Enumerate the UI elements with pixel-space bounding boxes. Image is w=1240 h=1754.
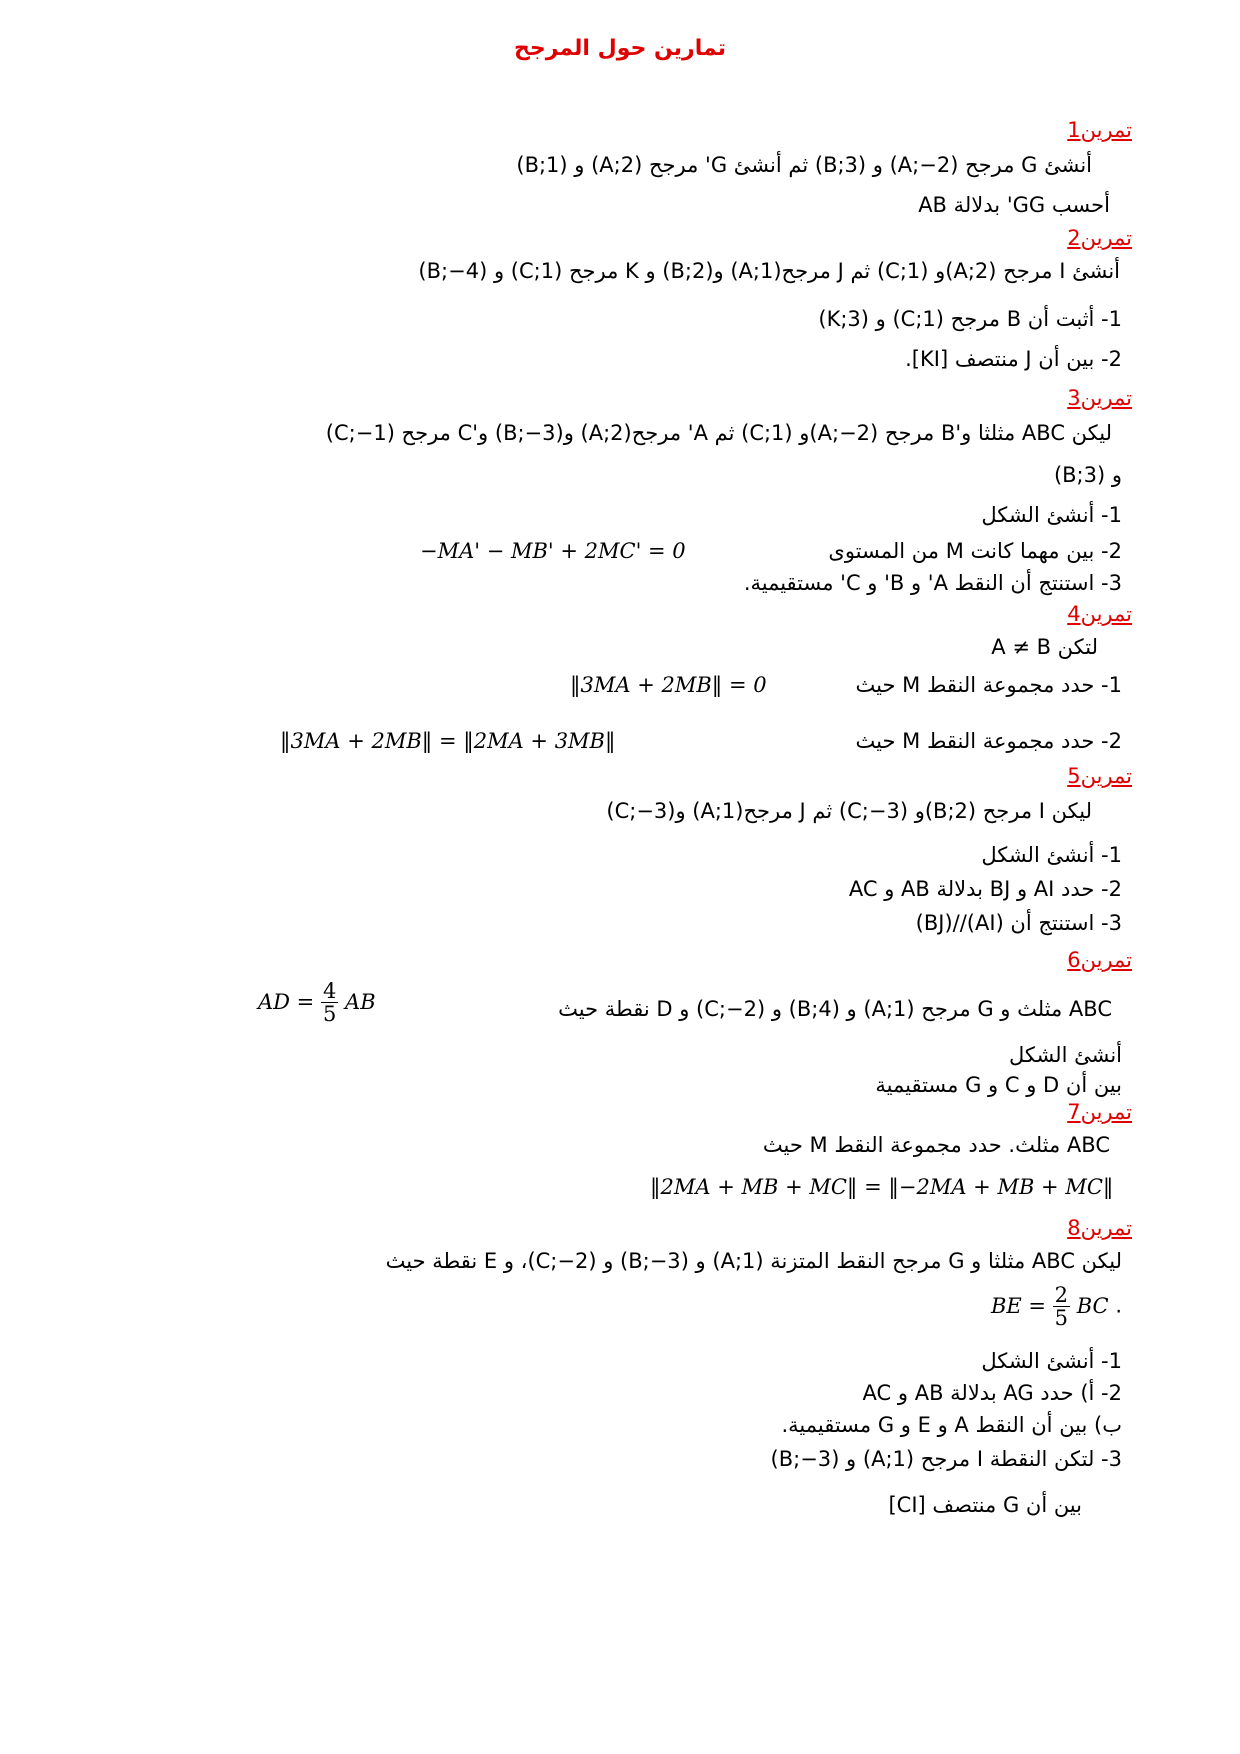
fraction xyxy=(1053,1284,1070,1329)
exercise-2-item-1: 1- أثبت أن B مرجح (C;1) و (K;3) xyxy=(818,307,1122,331)
exercise-3-item-1: 1- أنشئ الشكل xyxy=(981,503,1122,527)
exercise-8-heading: تمرين8 xyxy=(1067,1216,1132,1240)
exercise-3-formula xyxy=(420,536,686,566)
exercise-7-formula xyxy=(650,1172,1113,1202)
formula-rhs: BC xyxy=(1076,1293,1109,1318)
exercise-2-item-2: 2- بين أن J منتصف [KI]. xyxy=(905,347,1122,371)
exercise-4-line-1: لتكن A ≠ B xyxy=(991,635,1098,659)
fraction xyxy=(321,980,338,1025)
norm-equation-2: ‖3MA + 2MB‖ = ‖2MA + 3MB‖ xyxy=(280,729,616,753)
vector-equation: −MA' − MB' + 2MC' = 0 xyxy=(420,539,686,563)
exercise-6-line-1: ABC مثلث و G مرجح (A;1) و (B;4) و (C;−2) و D نقطة حيث xyxy=(558,997,1112,1021)
exercise-2-line-1: أنشئ I مرجح (A;2)و (C;1) ثم J مرجح(A;1) و(B;2) و K مرجح (C;1) و (B;−4) xyxy=(418,259,1120,283)
exercise-7-line-1: ABC مثلث. حدد مجموعة النقط M حيث xyxy=(762,1133,1110,1157)
exercise-5-item-2: 2- حدد AI و BJ بدلالة AB و AC xyxy=(848,877,1122,901)
exercise-7-heading: تمرين7 xyxy=(1067,1100,1132,1124)
fraction-numerator: 2 xyxy=(1054,1283,1069,1307)
fraction-denominator: 5 xyxy=(322,1002,337,1026)
exercise-4-formula-2 xyxy=(280,726,616,756)
exercise-8-item-3: 3- لتكن النقطة I مرجح (A;1) و (B;−3) xyxy=(770,1447,1122,1471)
exercise-6-formula xyxy=(258,980,376,1025)
exercise-4-item-1: 1- حدد مجموعة النقط M حيث xyxy=(855,673,1122,697)
formula-rhs: AB xyxy=(345,989,376,1014)
exercise-6-line-3: بين أن D و C و G مستقيمية xyxy=(875,1073,1122,1097)
exercise-6-heading: تمرين6 xyxy=(1067,948,1132,972)
exercise-4-formula-1 xyxy=(570,670,767,700)
formula-lhs: AD = xyxy=(258,989,315,1014)
fraction-denominator: 5 xyxy=(1054,1306,1069,1330)
exercise-3-item-3: 3- استنتج أن النقط A' و B' و C' مستقيمية. xyxy=(743,571,1122,595)
exercise-3-line-2: و (B;3) xyxy=(1053,463,1122,487)
formula-end: . xyxy=(1115,1293,1122,1318)
exercise-3-heading: تمرين3 xyxy=(1067,386,1132,410)
exercise-3-item-2: 2- بين مهما كانت M من المستوى xyxy=(828,539,1122,563)
exercise-4-item-2: 2- حدد مجموعة النقط M حيث xyxy=(855,729,1122,753)
page-title: تمارين حول المرجح xyxy=(514,36,726,61)
exercise-4-heading: تمرين4 xyxy=(1067,602,1132,626)
exercise-5-item-1: 1- أنشئ الشكل xyxy=(981,843,1122,867)
exercise-1-line-2: أحسب GG' بدلالة AB xyxy=(918,193,1110,217)
exercise-8-item-1: 1- أنشئ الشكل xyxy=(981,1349,1122,1373)
exercise-5-heading: تمرين5 xyxy=(1067,764,1132,788)
exercise-8-line-1: ليكن ABC مثلثا و G مرجح النقط المتزنة (A;1) و (B;−3) و (C;−2)، و E نقطة حيث xyxy=(385,1249,1122,1273)
exercise-8-formula xyxy=(991,1284,1122,1329)
fraction-numerator: 4 xyxy=(322,979,337,1003)
exercise-8-item-3b: بين أن G منتصف [CI] xyxy=(888,1493,1082,1517)
exercise-2-heading: تمرين2 xyxy=(1067,226,1132,250)
exercise-3-line-1: ليكن ABC مثلثا و'B مرجح (A;−2)و (C;1) ثم A' مرجح(A;2) و(B;−3) و'C مرجح (C;−1) xyxy=(325,421,1112,445)
exercise-1-heading: تمرين1 xyxy=(1067,118,1132,142)
exercise-8-item-2a: 2- أ) حدد AG بدلالة AB و AC xyxy=(862,1381,1122,1405)
exercise-1-line-1: أنشئ G مرجح (A;−2) و (B;3) ثم أنشئ G' مرجح (A;2) و (B;1) xyxy=(516,153,1092,177)
exercise-5-line-1: ليكن I مرجح (B;2)و (C;−3) ثم J مرجح(A;1) و(C;−3) xyxy=(606,799,1092,823)
exercise-8-item-2b: ب) بين أن النقط A و E و G مستقيمية. xyxy=(781,1413,1122,1437)
norm-equation: ‖2MA + MB + MC‖ = ‖−2MA + MB + MC‖ xyxy=(650,1175,1114,1199)
formula-lhs: BE = xyxy=(990,1293,1046,1318)
norm-equation-1: ‖3MA + 2MB‖ = 0 xyxy=(570,673,767,697)
exercise-5-item-3: 3- استنتج أن (AI)//(BJ) xyxy=(915,911,1122,935)
exercise-6-line-2: أنشئ الشكل xyxy=(1008,1043,1122,1067)
